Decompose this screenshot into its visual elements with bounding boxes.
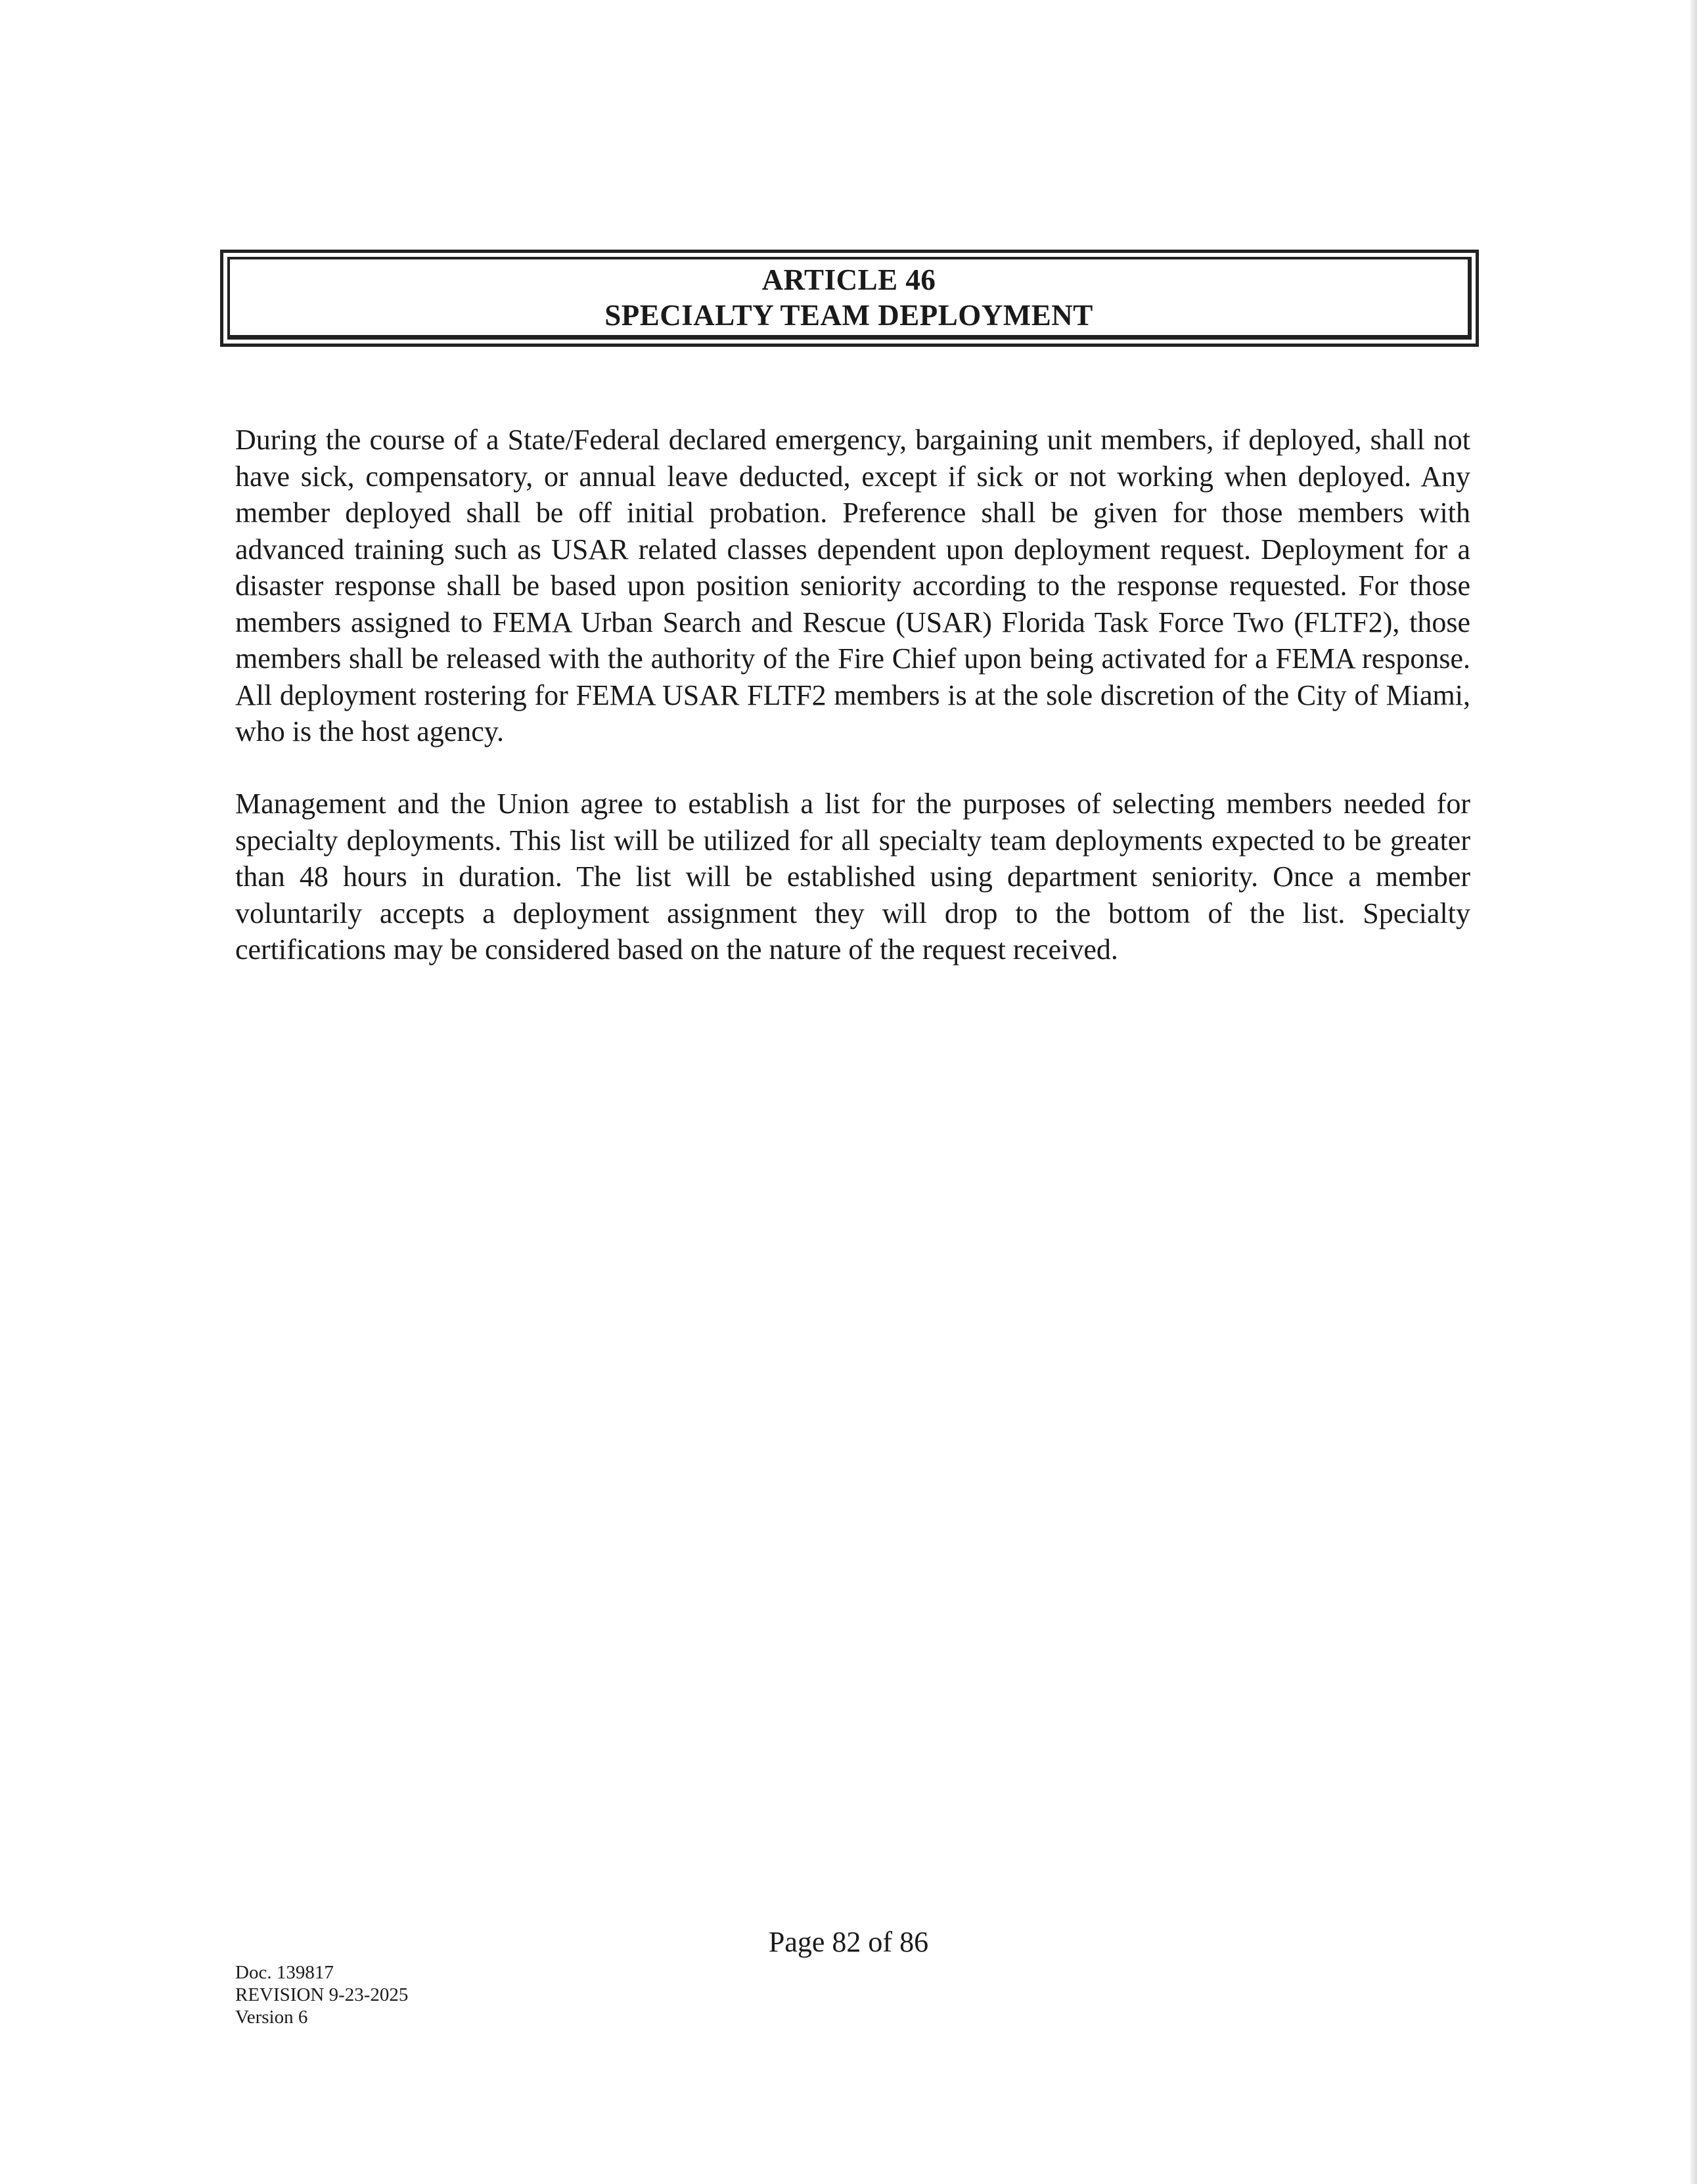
article-title-box (220, 250, 1479, 347)
article-title-inner-border (227, 257, 1472, 340)
page-number: Page 82 of 86 (768, 1926, 929, 1958)
article-title: SPECIALTY TEAM DEPLOYMENT (604, 298, 1093, 332)
paragraph-deployment-leave: During the course of a State/Federal declared emergency, bargaining unit members, if deployed, shall not have sick, compensatory, or annual leave deducted, except if sick or not working when deployed. Any member deployed shall be off initial probation. Preference shall be given for those members with advanced training such as USAR related classes dependent upon deployment request. Deployment for a disaster response shall be based upon position seniority according to the response requested. For those members assigned to FEMA Urban Search and Rescue (USAR) Florida Task Force Two (FLTF2), those members shall be released with the authority of the Fire Chief upon being activated for a FEMA response. All deployment rostering for FEMA USAR FLTF2 members is at the sole discretion of the City of Miami, who is the host agency. (235, 424, 1470, 747)
document-number: Doc. 139817 (235, 1962, 334, 1983)
document-version: Version 6 (235, 2007, 308, 2028)
page-edge (1690, 0, 1697, 2184)
document-revision: REVISION 9-23-2025 (235, 1984, 409, 2005)
paragraph-deployment-list: Management and the Union agree to establish a list for the purposes of selecting members needed for specialty deployments. This list will be utilized for all specialty team deployments expected to be greater than 48 hours in duration. The list will be established using department seniority. Once a member voluntarily accepts a deployment assignment they will drop to the bottom of the list. Specialty certifications may be considered based on the nature of the request received. (235, 788, 1470, 966)
document-info (235, 1961, 408, 2028)
article-number: ARTICLE 46 (761, 263, 936, 296)
